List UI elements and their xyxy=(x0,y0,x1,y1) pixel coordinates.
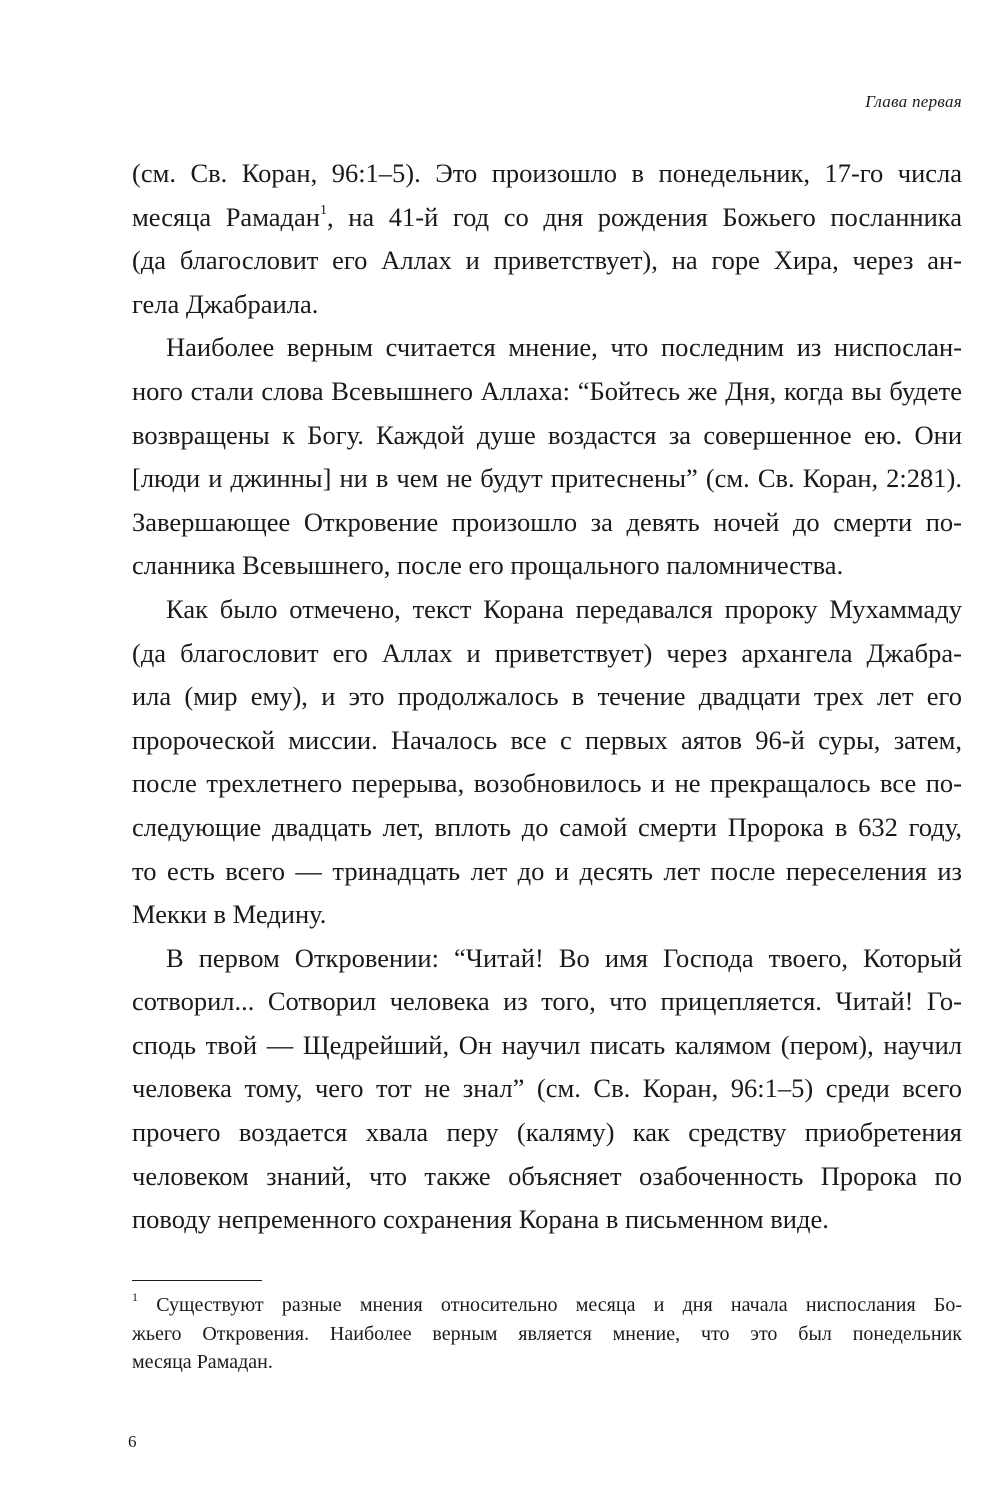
text-line: после трехлетнего перерыва, возобновилось и не прекращалось все по- xyxy=(132,768,962,799)
footnote-marker: 1 xyxy=(132,1290,138,1305)
text-line: сотворил... Сотворил человека из того, что прицепляется. Читай! Го- xyxy=(132,986,962,1017)
paragraph-3 xyxy=(132,588,962,937)
footnote-separator xyxy=(132,1280,262,1281)
main-text xyxy=(132,152,962,1242)
text-line: поводу непременного сохранения Корана в письменном виде. xyxy=(132,1204,829,1235)
running-head: Глава первая xyxy=(865,92,962,111)
text-line: то есть всего — тринадцать лет до и десять лет после переселения из xyxy=(132,855,962,886)
text-line: (да благословит его Аллах и приветствует), на горе Хира, через ан- xyxy=(132,245,962,276)
text-line: сподь твой — Щедрейший, Он научил писать калямом (пером), научил xyxy=(132,1029,962,1060)
text-fragment: , на 41-й год со дня рождения Божьего посланника xyxy=(326,201,962,232)
text-line: Завершающее Откровение произошло за девять ночей до смерти по- xyxy=(132,506,962,537)
footnote-line: месяца Рамадан. xyxy=(132,1351,273,1373)
text-line: сланника Всевышнего, после его прощального паломничества. xyxy=(132,550,844,581)
text-fragment: Существуют разные мнения относительно месяца и дня начала ниспослания Бо- xyxy=(138,1294,962,1316)
text-line: прочего воздается хвала перу (каляму) как средству приобретения xyxy=(132,1117,962,1148)
paragraph-4 xyxy=(132,937,962,1242)
footnote xyxy=(132,1291,962,1377)
text-line: человека тому, чего тот не знал” (см. Св. Коран, 96:1–5) среди всего xyxy=(132,1073,962,1104)
text-line: ила (мир ему), и это продолжалось в течение двадцати трех лет его xyxy=(132,681,962,712)
text-line: (см. Св. Коран, 96:1–5). Это произошло в понедельник, 17-го числа xyxy=(132,158,962,188)
text-line: Мекки в Медину. xyxy=(132,899,327,930)
footnote-line xyxy=(132,1291,962,1320)
text-line: (да благословит его Аллах и приветствует) через архангела Джабра- xyxy=(132,637,962,668)
text-line: пророческой миссии. Началось все с первых аятов 96-й суры, затем, xyxy=(132,724,962,755)
text-line: ного стали слова Всевышнего Аллаха: “Бойтесь же Дня, когда вы будете xyxy=(132,375,962,406)
text-line: В первом Откровении: “Читай! Во имя Господа твоего, Который xyxy=(166,942,962,973)
text-line: человеком знаний, что также объясняет озабоченность Пророка по xyxy=(132,1160,962,1191)
text-line: следующие двадцать лет, вплоть до самой смерти Пророка в 632 году, xyxy=(132,811,962,842)
paragraph-2 xyxy=(132,326,962,588)
text-fragment: месяца Рамадан xyxy=(132,201,320,232)
page-number: 6 xyxy=(128,1432,137,1451)
paragraph-1 xyxy=(132,152,962,326)
text-line: [люди и джинны] ни в чем не будут притеснены” (см. Св. Коран, 2:281). xyxy=(132,463,962,494)
text-line: Как было отмечено, текст Корана передавался пророку Мухаммаду xyxy=(166,593,962,624)
text-line: возвращены к Богу. Каждой душе воздастся за совершенное ею. Они xyxy=(132,419,962,450)
text-line xyxy=(132,196,962,240)
footnote-line: жьего Откровения. Наиболее верным является мнение, что это был понедельник xyxy=(132,1322,962,1345)
footnote-reference[interactable]: 1 xyxy=(319,202,327,218)
text-line: Наиболее верным считается мнение, что последним из ниспослан- xyxy=(166,332,962,363)
text-line: гела Джабраила. xyxy=(132,288,319,319)
